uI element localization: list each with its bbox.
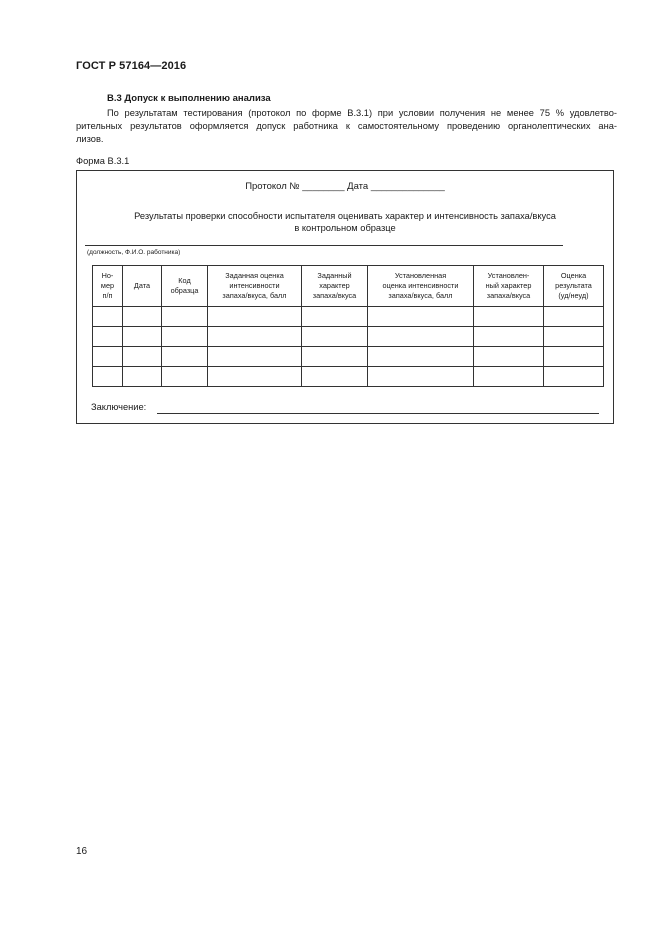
table-cell[interactable] [302,327,368,347]
table-cell[interactable] [368,347,474,367]
header-line: образца [170,286,199,295]
table-cell[interactable] [544,367,604,387]
protocol-form-frame [76,170,614,424]
table-cell[interactable] [208,367,302,387]
table-cell[interactable] [123,367,162,387]
employee-fill-line[interactable] [85,245,563,246]
results-table [92,265,604,387]
header-line: ный характер [485,281,532,290]
table-cell[interactable] [368,367,474,387]
header-line: запаха/вкуса [486,291,531,300]
table-cell[interactable] [162,327,208,347]
table-row [93,307,604,327]
header-line: запаха/вкуса, балл [388,291,453,300]
header-line: запаха/вкуса, балл [222,291,287,300]
table-header-cell [123,266,162,307]
table-header-cell [368,266,474,307]
table-cell[interactable] [162,307,208,327]
page-number: 16 [76,846,88,857]
results-heading [77,210,613,234]
table-row [93,327,604,347]
table-cell[interactable] [93,367,123,387]
table-cell[interactable] [544,307,604,327]
section-title: В.3 Допуск к выполнению анализа [107,93,271,104]
results-heading-line: в контрольном образце [294,223,396,233]
header-line: Установлен- [487,271,530,280]
table-cell[interactable] [123,347,162,367]
table-header-cell [302,266,368,307]
header-line: Код [178,276,191,285]
table-cell[interactable] [544,347,604,367]
paragraph-line: лизов. [76,134,104,144]
header-line: Оценка [560,271,587,280]
body-paragraph [76,107,617,146]
header-line: Но- [101,271,114,280]
table-cell[interactable] [474,347,544,367]
header-line: мер [100,281,115,290]
table-row [93,367,604,387]
header-line: Установленная [394,271,447,280]
conclusion-label: Заключение: [91,402,147,412]
table-cell[interactable] [474,367,544,387]
employee-caption: (должность, Ф.И.О. работника) [87,249,181,256]
table-header-cell [474,266,544,307]
header-line: Заданная оценка [225,271,284,280]
table-cell[interactable] [474,327,544,347]
table-header-row [93,266,604,307]
table-cell[interactable] [123,327,162,347]
table-cell[interactable] [368,307,474,327]
table-cell[interactable] [93,327,123,347]
table-cell[interactable] [93,347,123,367]
header-line: характер [319,281,350,290]
form-label: Форма В.3.1 [76,156,130,166]
header-line: интенсивности [229,281,280,290]
table-header-cell [544,266,604,307]
table-cell[interactable] [208,327,302,347]
table-cell[interactable] [93,307,123,327]
table-cell[interactable] [368,327,474,347]
header-line: Заданный [317,271,352,280]
paragraph-line: По результатам тестирования (протокол по форме В.3.1) при условии получения не менее 75 % удовлетво- [107,108,617,118]
header-line: результата [555,281,592,290]
table-cell[interactable] [302,367,368,387]
table-header-cell [162,266,208,307]
protocol-number-date-line: Протокол № ________ Дата ______________ [245,181,445,192]
table-cell[interactable] [208,307,302,327]
table-cell[interactable] [208,347,302,367]
table-row [93,347,604,367]
results-heading-line: Результаты проверки способности испытателя оценивать характер и интенсивность запаха/вкуса [134,211,556,221]
table-cell[interactable] [162,367,208,387]
table-header-cell [93,266,123,307]
header-line: запаха/вкуса [312,291,357,300]
table-cell[interactable] [302,347,368,367]
header-line: Дата [133,281,151,290]
table-cell[interactable] [123,307,162,327]
header-line: п/п [102,291,113,300]
paragraph-line: рительных результатов оформляется допуск работника к самостоятельному проведению органолептических ана- [76,121,617,131]
table-header-cell [208,266,302,307]
conclusion-fill-line[interactable] [157,413,599,414]
table-cell[interactable] [302,307,368,327]
table-cell[interactable] [474,307,544,327]
table-cell[interactable] [544,327,604,347]
header-line: (уд/неуд) [558,291,589,300]
header-line: оценка интенсивности [382,281,459,290]
document-standard-number: ГОСТ Р 57164—2016 [76,60,187,72]
table-cell[interactable] [162,347,208,367]
